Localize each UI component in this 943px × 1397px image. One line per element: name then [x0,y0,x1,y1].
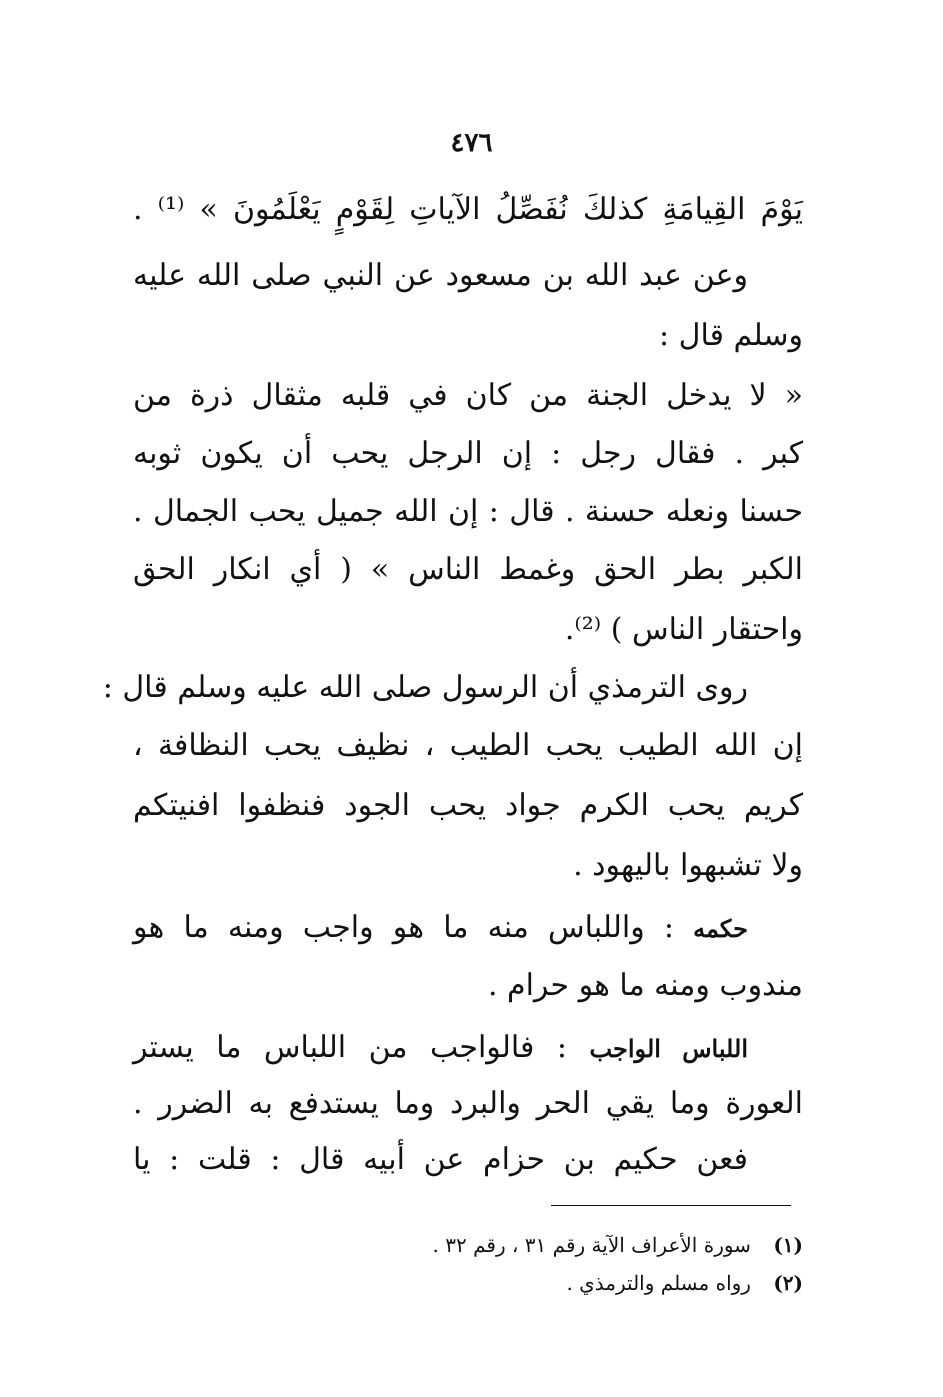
text-line-10: إن الله الطيب يحب الطيب ، نظيف يحب النظافة ، [133,728,803,763]
heading-wajib-clothing: اللباس الواجب [589,1034,748,1063]
text-line-6: حسنا ونعله حسنة . قال : إن الله جميل يحب الجمال . [133,494,803,529]
text-line-13 [133,908,803,949]
footnote-2 [566,1268,803,1298]
footnote-1-text: سورة الأعراف الآية رقم ٣١ ، رقم ٣٢ . [432,1233,751,1257]
text-line-5: كبر . فقال رجل : إن الرجل يحب أن يكون ثوبه [133,436,803,471]
text-line-14: مندوب ومنه ما هو حرام . [487,968,803,1003]
footnote-2-text: رواه مسلم والترمذي . [566,1271,751,1295]
footnote-1 [433,1230,803,1260]
text-line-7: الكبر بطر الحق وغمط الناس » ( أي انكار الحق [133,552,803,587]
text-line-11: كريم يحب الكرم جواد يحب الجود فنظفوا افنيتكم [133,788,803,823]
text-line-13-body: : واللباس منه ما هو واجب ومنه ما هو [133,910,674,945]
heading-hukmuh: حكمه [693,914,748,943]
text-line-4: « لا يدخل الجنة من كان في قلبه مثقال ذرة من [133,378,803,413]
text-line-17: فعن حكيم بن حزام عن أبيه قال : قلت : يا [133,1142,748,1177]
footnote-2-number: (٢) [773,1271,803,1295]
text-line-1: يَوْمَ القِيامَةِ كذلكَ نُفَصِّلُ الآياتِ لِقَوْمٍ يَعْلَمُونَ » ⁽¹⁾ . [133,192,803,227]
text-line-9: روى الترمذي أن الرسول صلى الله عليه وسلم قال : [102,670,748,705]
text-line-16: العورة وما يقي الحر والبرد وما يستدفع به الضرر . [133,1086,803,1121]
footnote-1-number: (١) [773,1233,803,1257]
text-line-8: واحتقار الناس ) ⁽²⁾. [564,612,803,647]
page-number: ٤٧٦ [450,128,493,158]
text-line-15 [133,1028,803,1069]
text-line-3: وسلم قال : [659,318,803,353]
text-line-12: ولا تشبهوا باليهود . [573,848,803,883]
text-line-2: وعن عبد الله بن مسعود عن النبي صلى الله عليه [133,258,748,293]
text-line-15-body: : فالواجب من اللباس ما يستر [133,1030,567,1065]
footnote-separator [551,1205,791,1206]
